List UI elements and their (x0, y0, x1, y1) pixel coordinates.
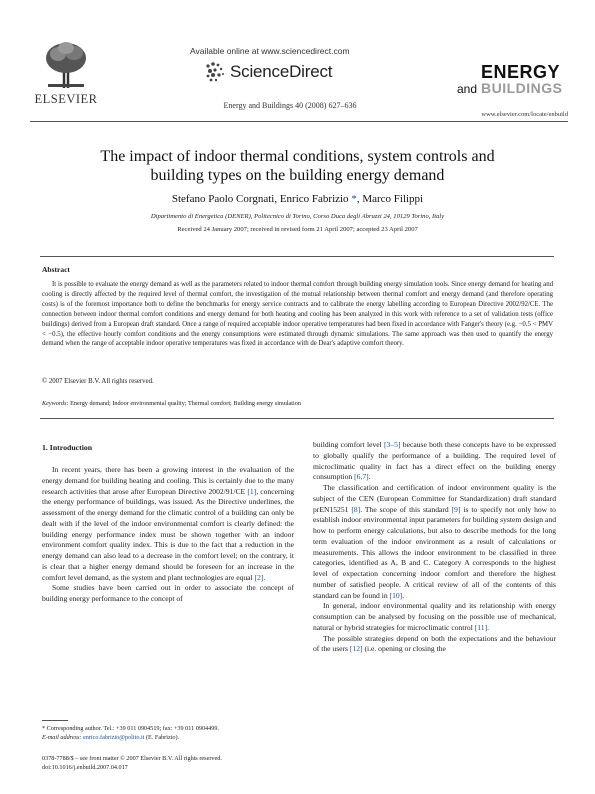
intro-paragraph-3 (313, 483, 556, 601)
abstract-top-divider (40, 256, 554, 257)
authors-part-2: , Marco Filippi (356, 193, 424, 205)
intro-paragraph-1 (42, 465, 294, 583)
intro-paragraph-2: Some studies have been carried out in order to associate the concept of building energy performance to the concept of (42, 583, 294, 603)
authors-part-1: Stefano Paolo Corgnati, Enrico Fabrizio (171, 193, 352, 205)
email-line (42, 733, 302, 742)
issn-doi (42, 754, 302, 772)
doi-line (42, 763, 302, 772)
email-link[interactable]: enrico.fabrizio@polito.it (81, 734, 145, 741)
text-run: . (487, 622, 490, 632)
text-run: , concerning the energy performance of buildings, was issued. As the Directive underlines, the assessment of the energy demand for the climatic control of a building can only be dealt with if the level of the indoor environmental comfort is clearly defined: the building energy performance index must be shown together with an indoor environment comfort quality index. This is due to the fact that a reduction in the energy demand can also lead to a decrease in the comfort level; on the contrary, it is clear that a higher energy demand should be foreseen for an increase in the comfort level demand, as the system and plant technologies are equal (42, 486, 294, 582)
title-line-1: The impact of indoor thermal conditions, system controls and (100, 148, 495, 165)
email-label: E-mail address: (42, 734, 82, 741)
keywords-label: Keywords: (42, 400, 69, 407)
text-run: The classification and certification of indoor environment quality is the subject of the CEN (European Committee for Standardization) draft standard prEN15251 (313, 483, 556, 514)
text-run: In general, indoor environmental quality and its relationship with energy consumption can be analysed by focusing on the possible use of mechanical, natural or hybrid strategies for microclimatic control (313, 601, 556, 632)
article-title (40, 147, 555, 185)
journal-url[interactable]: www.elsevier.com/locate/enbuild (481, 111, 568, 118)
available-online-text: Available online at www.sciencedirect.com (190, 46, 350, 56)
citation-link[interactable]: [1] (247, 486, 257, 496)
citation-link[interactable]: [6,7] (354, 472, 369, 482)
sciencedirect-wordmark: ScienceDirect (230, 62, 333, 81)
abstract-heading: Abstract (42, 265, 70, 274)
journal-reference: Energy and Buildings 40 (2008) 627–636 (223, 101, 357, 110)
corresponding-author-note: * Corresponding author. Tel.: +39 011 0904519; fax: +39 011 0904499. (42, 725, 219, 732)
text-run: . The scope of this standard (360, 504, 452, 514)
author-list (40, 193, 555, 205)
issn-line: 0378-7788/$ – see front matter © 2007 Elsevier B.V. All rights reserved. (42, 755, 222, 762)
abstract-copyright: © 2007 Elsevier B.V. All rights reserved. (42, 378, 154, 385)
received-dates: Received 24 January 2007; received in revised form 21 April 2007; accepted 23 April 2007 (177, 226, 418, 233)
affiliation: Dipartimento di Energetica (DENER), Politecnico di Torino, Corso Duca degli Abruzzi 24, 10129 Torino, Italy (150, 213, 445, 220)
text-run: is to specify not only how to establish indoor environmental input parameters for building system design and how to perform energy calculations, but also to describe methods for the long term evaluation of the indoor environment as a result of calculations or measurements. This allows the indoor environment to be classified in three categories, identified as A, B and C. Category A corresponds to the highest level of expectation concerning indoor comfort and therefore the highest number of satisfied people. A critical review of all of the contents of this standard can be found in (313, 504, 556, 600)
journal-logo (455, 62, 565, 102)
publisher-name: ELSEVIER (34, 92, 98, 106)
footnote-divider (42, 720, 68, 721)
sciencedirect-logo (204, 58, 374, 86)
citation-link[interactable]: [2] (254, 572, 264, 582)
citation-link[interactable]: [12] (349, 644, 363, 654)
abstract-body (42, 280, 553, 349)
citation-link[interactable]: [11] (474, 622, 488, 632)
title-line-2: building types on the building energy demand (150, 167, 445, 184)
intro-paragraph-5 (313, 634, 556, 656)
sciencedirect-dots-icon (204, 60, 228, 84)
keywords (42, 400, 553, 407)
intro-paragraph-2-continued (313, 440, 556, 483)
left-column (42, 465, 294, 605)
text-run: In recent years, there has been a growing interest in the evaluation of the energy demand for building heating and cooling. This is certainly due to the many research activities that arose after European Directive 2002/91/CE (42, 465, 294, 496)
text-run: . (263, 572, 266, 582)
citation-link[interactable]: [3–5] (384, 440, 401, 449)
journal-logo-energy: ENERGY (481, 62, 561, 82)
footnotes (42, 724, 302, 742)
right-column (313, 440, 556, 655)
email-owner: (E. Fabrizio). (144, 734, 180, 741)
citation-link[interactable]: [10] (389, 590, 403, 600)
text-run: . (402, 590, 405, 600)
text-run: (i.e. opening or closing the (362, 644, 446, 654)
intro-paragraph-4 (313, 601, 556, 633)
text-run: . (368, 472, 371, 482)
abstract-text: It is possible to evaluate the energy demand as well as the parameters related to indoor thermal comfort through building energy simulation tools. Since energy demand for heating and cooling is directly affected by the required level of thermal comfort, the investigation of the mutual relationship between thermal comfort and energy demand (and therefore operating costs) is of the foremost importance both to define the benchmarks for energy service contracts and to calibrate the energy labelling according to European Directive 2002/92/CE. The connection between indoor thermal comfort conditions and energy demand for both heating and cooling has been analyzed in this work with reference to a set of validation tests (office buildings) derived from a European draft standard. Once a range of required acceptable indoor operative temperatures had been fixed in accordance with Fanger's theory (e.g. −0.5 < PMV < −0.5), the effective hourly comfort conditions and the energy consumptions were estimated through dynamic simulations. The same approach was then used to quantify the energy demand when the range of acceptable indoor operative temperatures was fixed in accordance with de Dear's adaptive comfort theory. (42, 281, 553, 348)
elsevier-tree-icon (42, 40, 90, 90)
elsevier-logo (34, 40, 98, 112)
journal-logo-buildings: BUILDINGS (481, 80, 563, 96)
citation-link[interactable]: [9] (451, 504, 461, 514)
header-divider (30, 121, 568, 122)
doi-link[interactable]: 10.1016/j.enbuild.2007.04.017 (51, 764, 128, 771)
text-run: because both these concepts have to be expressed to globally qualify the performance of a building. The required level of microclimatic quality in fact has a direct effect on the building energy consumption (313, 440, 556, 482)
section-heading-introduction: 1. Introduction (42, 443, 93, 452)
citation-link[interactable]: [8] (351, 504, 361, 514)
corresponding-author-link[interactable]: * (351, 193, 357, 205)
text-run: building comfort level (313, 440, 385, 449)
text-run: The possible strategies depend on both the expectations and the behaviour of the users (313, 633, 556, 654)
doi-label: doi: (42, 764, 52, 771)
journal-logo-and: and (457, 82, 478, 96)
keywords-list: Energy demand; Indoor environmental quality; Thermal comfort; Building energy simulation (68, 400, 301, 407)
abstract-bottom-divider (40, 418, 554, 419)
